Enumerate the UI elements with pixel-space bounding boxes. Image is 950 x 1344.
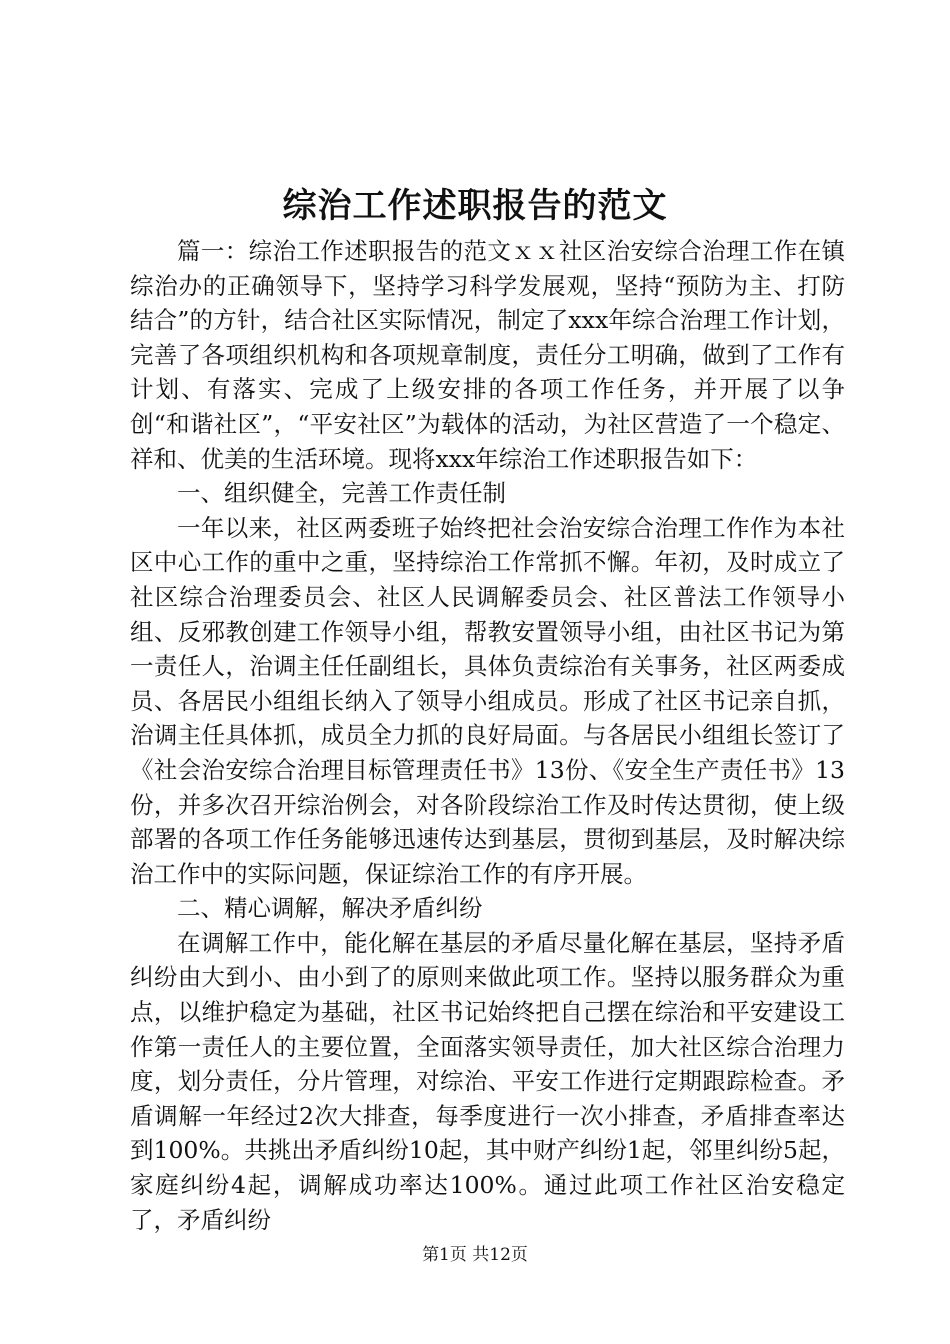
document-body (130, 234, 845, 1237)
page-number-footer: 第1页 共12页 (422, 1245, 528, 1265)
section-heading-1: 一、组织健全，完善工作责任制 (177, 479, 506, 508)
paragraph-section-2: 在调解工作中，能化解在基层的矛盾尽量化解在基层，坚持矛盾纠纷由大到小、由小到了的原则来做此项工作。坚持以服务群众为重点，以维护稳定为基础，社区书记始终把自己摆在综治和平安建设工作第一责任人的主要位置，全面落实领导责任，加大社区综合治理力度，划分责任，分片管理，对综治、平安工作进行定期跟踪检查。矛盾调解一年经过2次大排查，每季度进行一次小排查，矛盾排查率达到100%。共挑出矛盾纠纷10起，其中财产纠纷1起，邻里纠纷5起，家庭纠纷4起，调解成功率达100%。通过此项工作社区治安稳定了，矛盾纠纷 (130, 928, 845, 1234)
document-title: 综治工作述职报告的范文 (282, 186, 668, 226)
paragraph-section-1: 一年以来，社区两委班子始终把社会治安综合治理工作作为本社区中心工作的重中之重，坚持综治工作常抓不懈。年初，及时成立了社区综合治理委员会、社区人民调解委员会、社区普法工作领导小组、反邪教创建工作领导小组，帮教安置领导小组，由社区书记为第一责任人，治调主任任副组长，具体负责综治有关事务，社区两委成员、各居民小组组长纳入了领导小组成员。形成了社区书记亲自抓，治调主任具体抓，成员全力抓的良好局面。与各居民小组组长签订了《社会治安综合治理目标管理责任书》13份、《安全生产责任书》13份，并多次召开综治例会，对各阶段综治工作及时传达贯彻，使上级部署的各项工作任务能够迅速传达到基层，贯彻到基层，及时解决综治工作中的实际问题，保证综治工作的有序开展。 (130, 513, 845, 888)
section-heading-2: 二、精心调解，解决矛盾纠纷 (177, 894, 483, 923)
paragraph-intro: 篇一：综治工作述职报告的范文ｘｘ社区治安综合治理工作在镇综治办的正确领导下，坚持学习科学发展观，坚持“预防为主、打防结合”的方针，结合社区实际情况，制定了xxx年综合治理工作计划，完善了各项组织机构和各项规章制度，责任分工明确，做到了工作有计划、有落实、完成了上级安排的各项工作任务，并开展了以争创“和谐社区”，“平安社区”为载体的活动，为社区营造了一个稳定、祥和、优美的生活环境。现将xxx年综治工作述职报告如下： (130, 237, 845, 473)
